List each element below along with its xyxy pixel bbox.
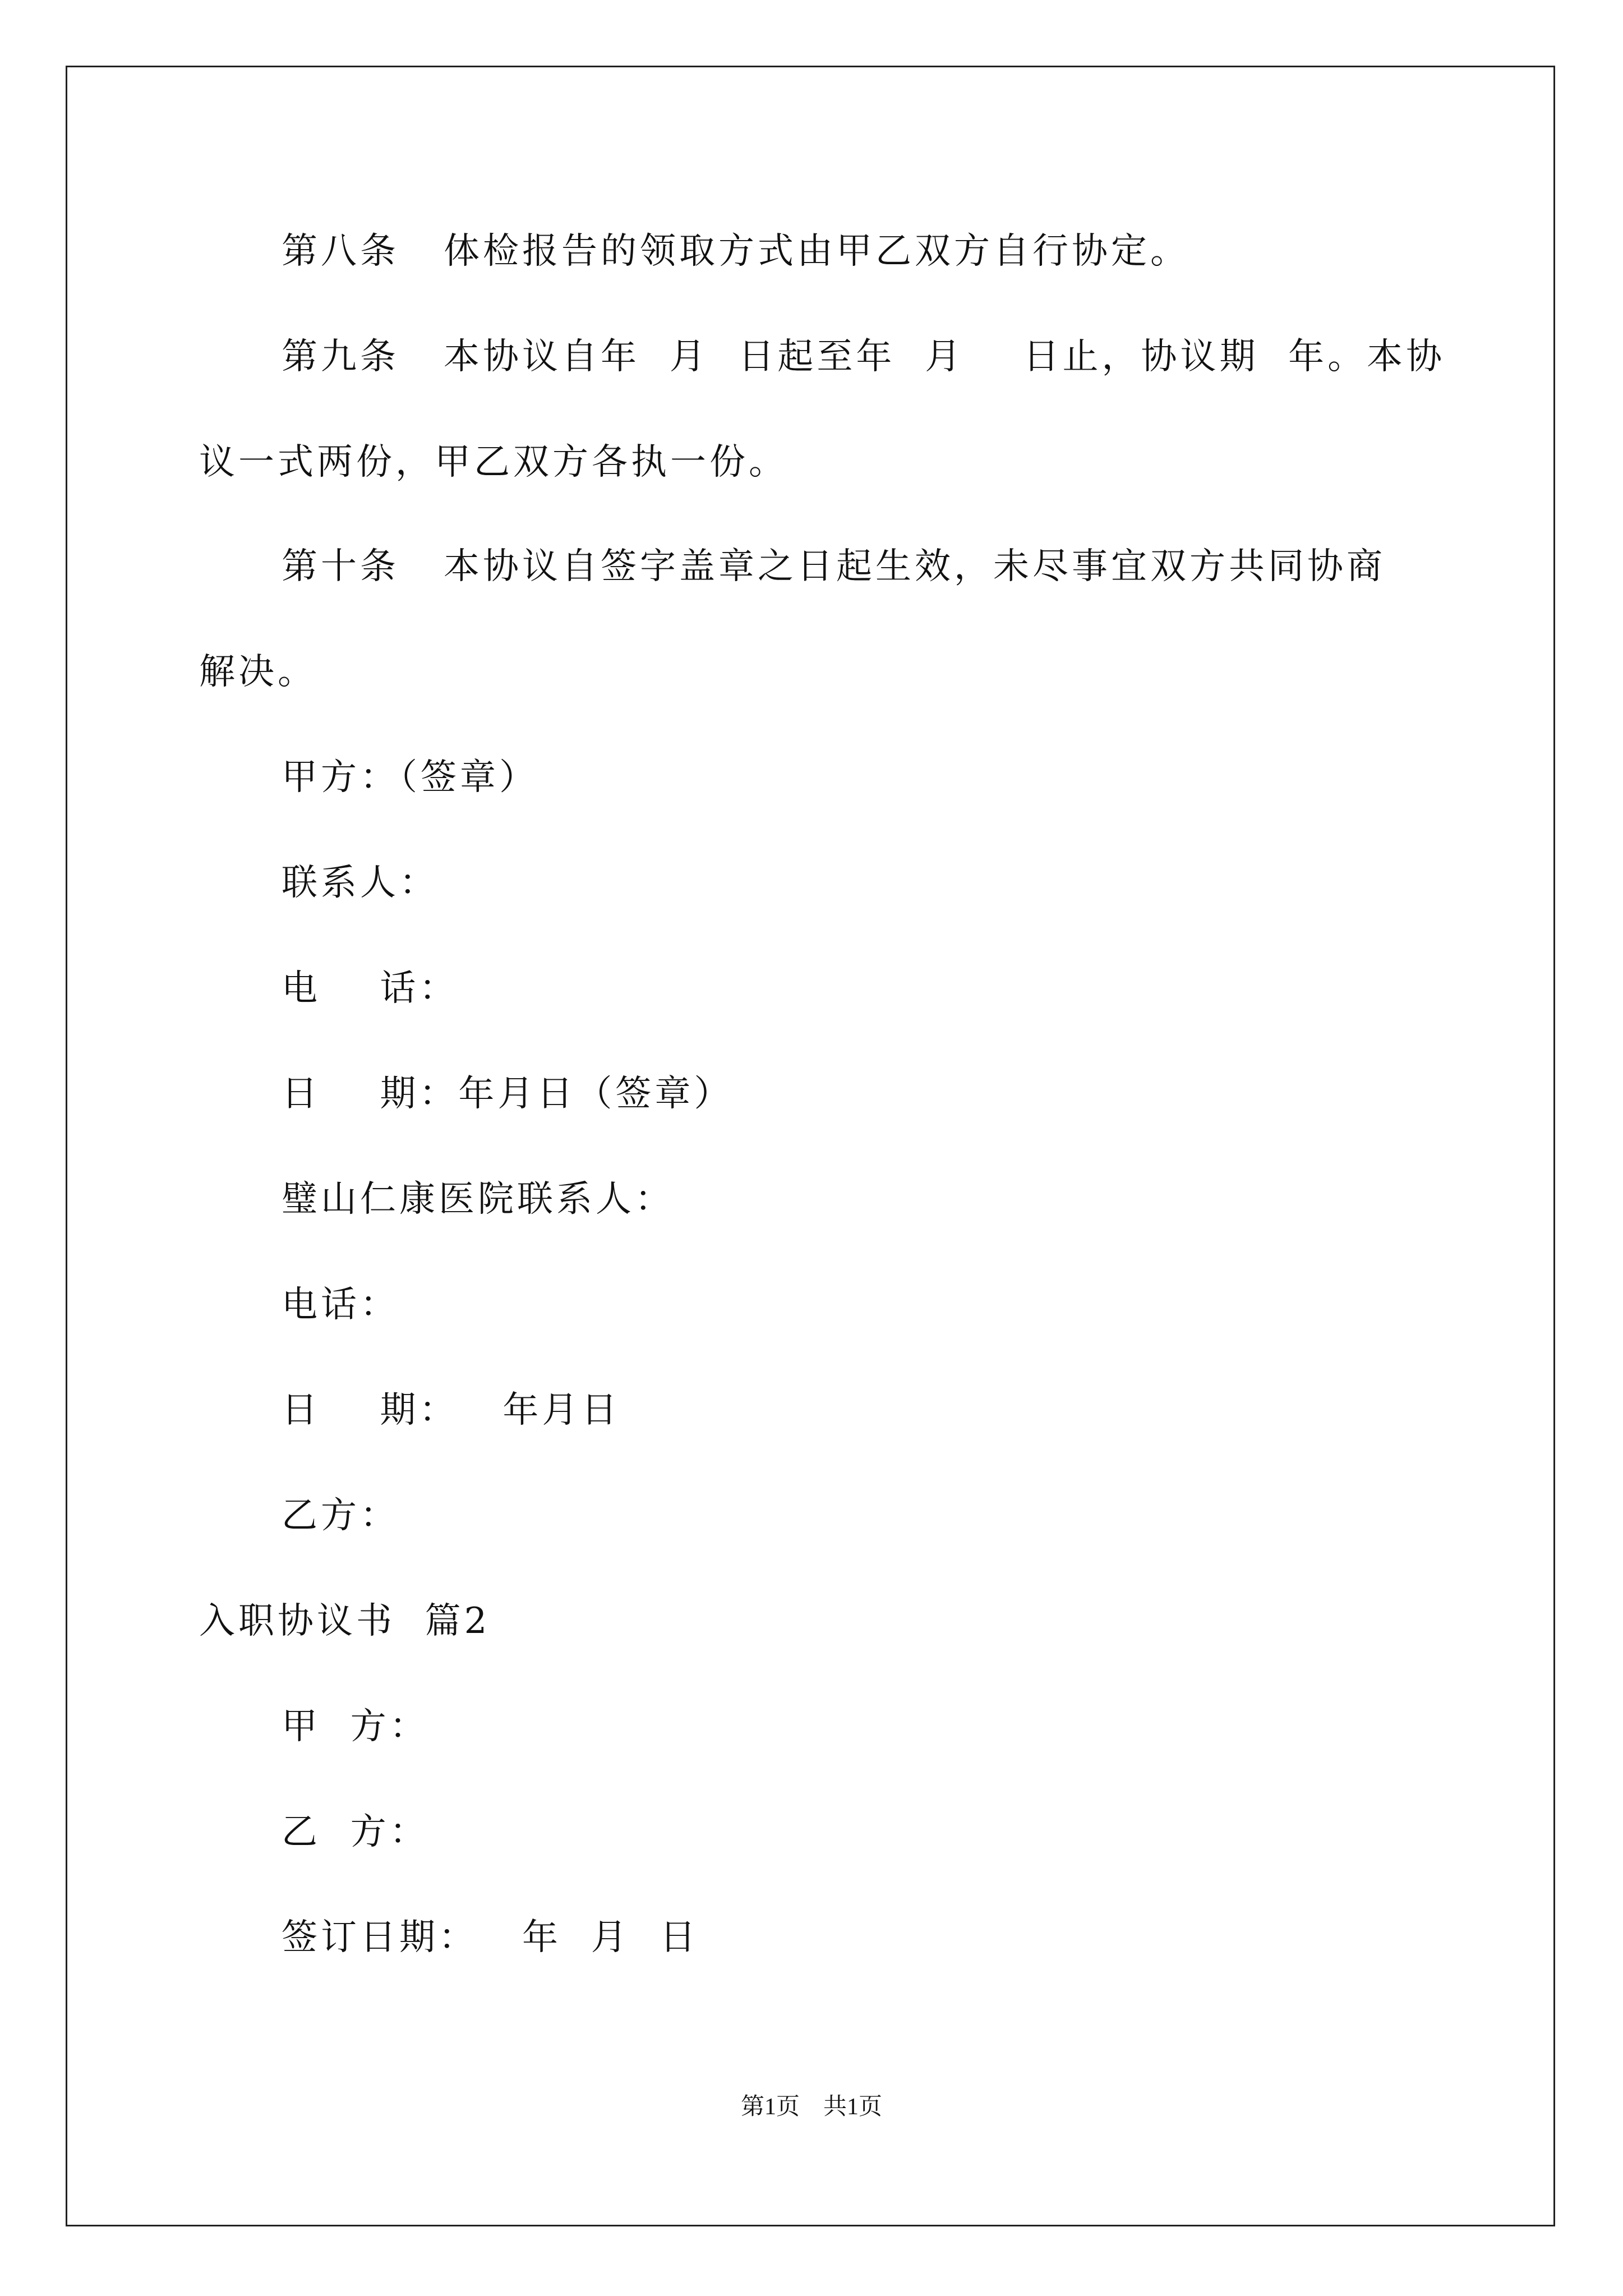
article-10-line-2: 解决。	[199, 651, 317, 693]
party-a-contact: 联系人：	[282, 862, 439, 904]
agreement2-party-b: 乙 方：	[282, 1811, 429, 1853]
party-b-label: 乙方：	[282, 1495, 399, 1536]
party-a-signature: 甲方：（签章）	[282, 757, 538, 798]
section-heading: 入职协议书 篇2	[199, 1600, 491, 1642]
hospital-date: 日 期： 年月日	[282, 1389, 621, 1431]
article-9-line-2: 议一式两份，甲乙双方各执一份。	[199, 441, 788, 483]
agreement2-sign-date: 签订日期： 年 月 日	[282, 1917, 699, 1958]
hospital-contact: 璧山仁康医院联系人：	[282, 1179, 674, 1220]
page-footer: 第1页 共1页	[740, 2094, 882, 2120]
party-a-phone: 电 话：	[282, 968, 459, 1009]
party-a-date: 日 期：年月日（签章）	[282, 1073, 734, 1115]
agreement2-party-a: 甲 方：	[282, 1706, 429, 1747]
hospital-phone: 电话：	[282, 1284, 399, 1326]
article-9-line-1: 第九条 本协议自年 月 日起至年 月 日止，协议期 年。本协	[282, 336, 1446, 378]
page-frame	[66, 66, 1555, 2226]
article-10-line-1: 第十条 本协议自签字盖章之日起生效，未尽事宜双方共同协商	[282, 546, 1386, 587]
article-8-line: 第八条 体检报告的领取方式由甲乙双方自行协定。	[282, 231, 1190, 272]
